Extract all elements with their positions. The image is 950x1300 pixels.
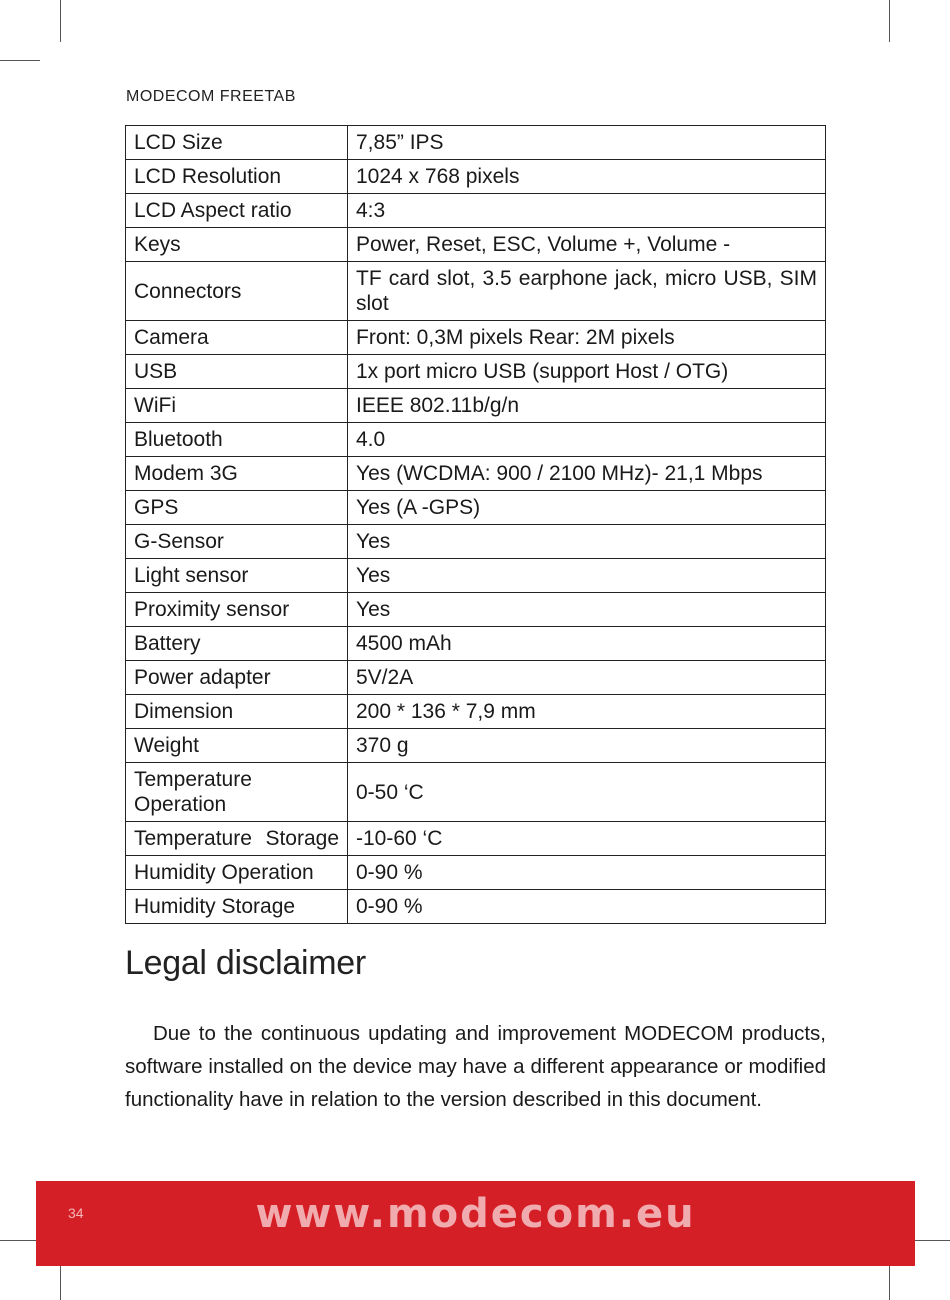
footer-bar bbox=[36, 1181, 915, 1266]
crop-mark bbox=[910, 1240, 950, 1241]
spec-row bbox=[126, 423, 826, 457]
footer-url: www.modecom.eu bbox=[255, 1191, 696, 1237]
page-number: 34 bbox=[68, 1205, 84, 1221]
spec-row bbox=[126, 491, 826, 525]
spec-label: LCD Resolution bbox=[126, 160, 348, 194]
spec-value: Yes (WCDMA: 900 / 2100 MHz)- 21,1 Mbps bbox=[348, 457, 826, 491]
spec-row bbox=[126, 695, 826, 729]
spec-value: IEEE 802.11b/g/n bbox=[348, 389, 826, 423]
spec-value: Yes bbox=[348, 593, 826, 627]
spec-row bbox=[126, 228, 826, 262]
spec-value: 0-90 % bbox=[348, 890, 826, 924]
spec-value: Power, Reset, ESC, Volume +, Volume - bbox=[348, 228, 826, 262]
spec-label: Dimension bbox=[126, 695, 348, 729]
spec-value: 7,85” IPS bbox=[348, 126, 826, 160]
spec-value: 5V/2A bbox=[348, 661, 826, 695]
spec-value: 1024 x 768 pixels bbox=[348, 160, 826, 194]
spec-value: 200 * 136 * 7,9 mm bbox=[348, 695, 826, 729]
spec-row bbox=[126, 525, 826, 559]
spec-label: Weight bbox=[126, 729, 348, 763]
spec-label: LCD Aspect ratio bbox=[126, 194, 348, 228]
spec-row bbox=[126, 763, 826, 822]
spec-row bbox=[126, 160, 826, 194]
spec-row bbox=[126, 457, 826, 491]
spec-row bbox=[126, 126, 826, 160]
spec-label: Modem 3G bbox=[126, 457, 348, 491]
spec-value: Yes bbox=[348, 525, 826, 559]
spec-label: Humidity Operation bbox=[126, 856, 348, 890]
spec-label: Temperature Storage bbox=[126, 822, 348, 856]
spec-row bbox=[126, 729, 826, 763]
spec-row bbox=[126, 593, 826, 627]
spec-value: Yes (A -GPS) bbox=[348, 491, 826, 525]
spec-value: TF card slot, 3.5 earphone jack, micro USB, SIM slot bbox=[348, 262, 826, 321]
spec-row bbox=[126, 389, 826, 423]
spec-label: Keys bbox=[126, 228, 348, 262]
spec-row bbox=[126, 822, 826, 856]
crop-mark bbox=[0, 1240, 40, 1241]
spec-value: Front: 0,3M pixels Rear: 2M pixels bbox=[348, 321, 826, 355]
spec-label: LCD Size bbox=[126, 126, 348, 160]
spec-label: Connectors bbox=[126, 262, 348, 321]
spec-row bbox=[126, 661, 826, 695]
section-title: Legal disclaimer bbox=[125, 944, 366, 982]
spec-value: 0-50 ‘C bbox=[348, 763, 826, 822]
spec-label: Humidity Storage bbox=[126, 890, 348, 924]
spec-label: Power adapter bbox=[126, 661, 348, 695]
spec-row bbox=[126, 321, 826, 355]
spec-label: Battery bbox=[126, 627, 348, 661]
spec-label: WiFi bbox=[126, 389, 348, 423]
spec-row bbox=[126, 890, 826, 924]
crop-mark bbox=[0, 60, 40, 61]
disclaimer-paragraph: Due to the continuous updating and improvement MODECOM products, software installed on the device may have a different appearance or modified functionality have in relation to the version described in this document. bbox=[125, 1022, 826, 1111]
spec-value: 370 g bbox=[348, 729, 826, 763]
spec-row bbox=[126, 559, 826, 593]
spec-label: Temperature Operation bbox=[126, 763, 348, 822]
spec-row bbox=[126, 627, 826, 661]
spec-value: 4500 mAh bbox=[348, 627, 826, 661]
spec-value: Yes bbox=[348, 559, 826, 593]
spec-row bbox=[126, 194, 826, 228]
spec-label: Light sensor bbox=[126, 559, 348, 593]
spec-table bbox=[125, 125, 826, 924]
spec-value: -10-60 ‘C bbox=[348, 822, 826, 856]
spec-value: 0-90 % bbox=[348, 856, 826, 890]
spec-label: Proximity sensor bbox=[126, 593, 348, 627]
spec-row bbox=[126, 262, 826, 321]
crop-mark bbox=[889, 0, 890, 42]
spec-value: 1x port micro USB (support Host / OTG) bbox=[348, 355, 826, 389]
spec-row bbox=[126, 355, 826, 389]
spec-value: 4:3 bbox=[348, 194, 826, 228]
spec-label: GPS bbox=[126, 491, 348, 525]
spec-row bbox=[126, 856, 826, 890]
spec-label: Camera bbox=[126, 321, 348, 355]
spec-label: G-Sensor bbox=[126, 525, 348, 559]
spec-label: Bluetooth bbox=[126, 423, 348, 457]
spec-label: USB bbox=[126, 355, 348, 389]
crop-mark bbox=[60, 0, 61, 42]
running-header: MODECOM FREETAB bbox=[126, 88, 296, 105]
spec-value: 4.0 bbox=[348, 423, 826, 457]
